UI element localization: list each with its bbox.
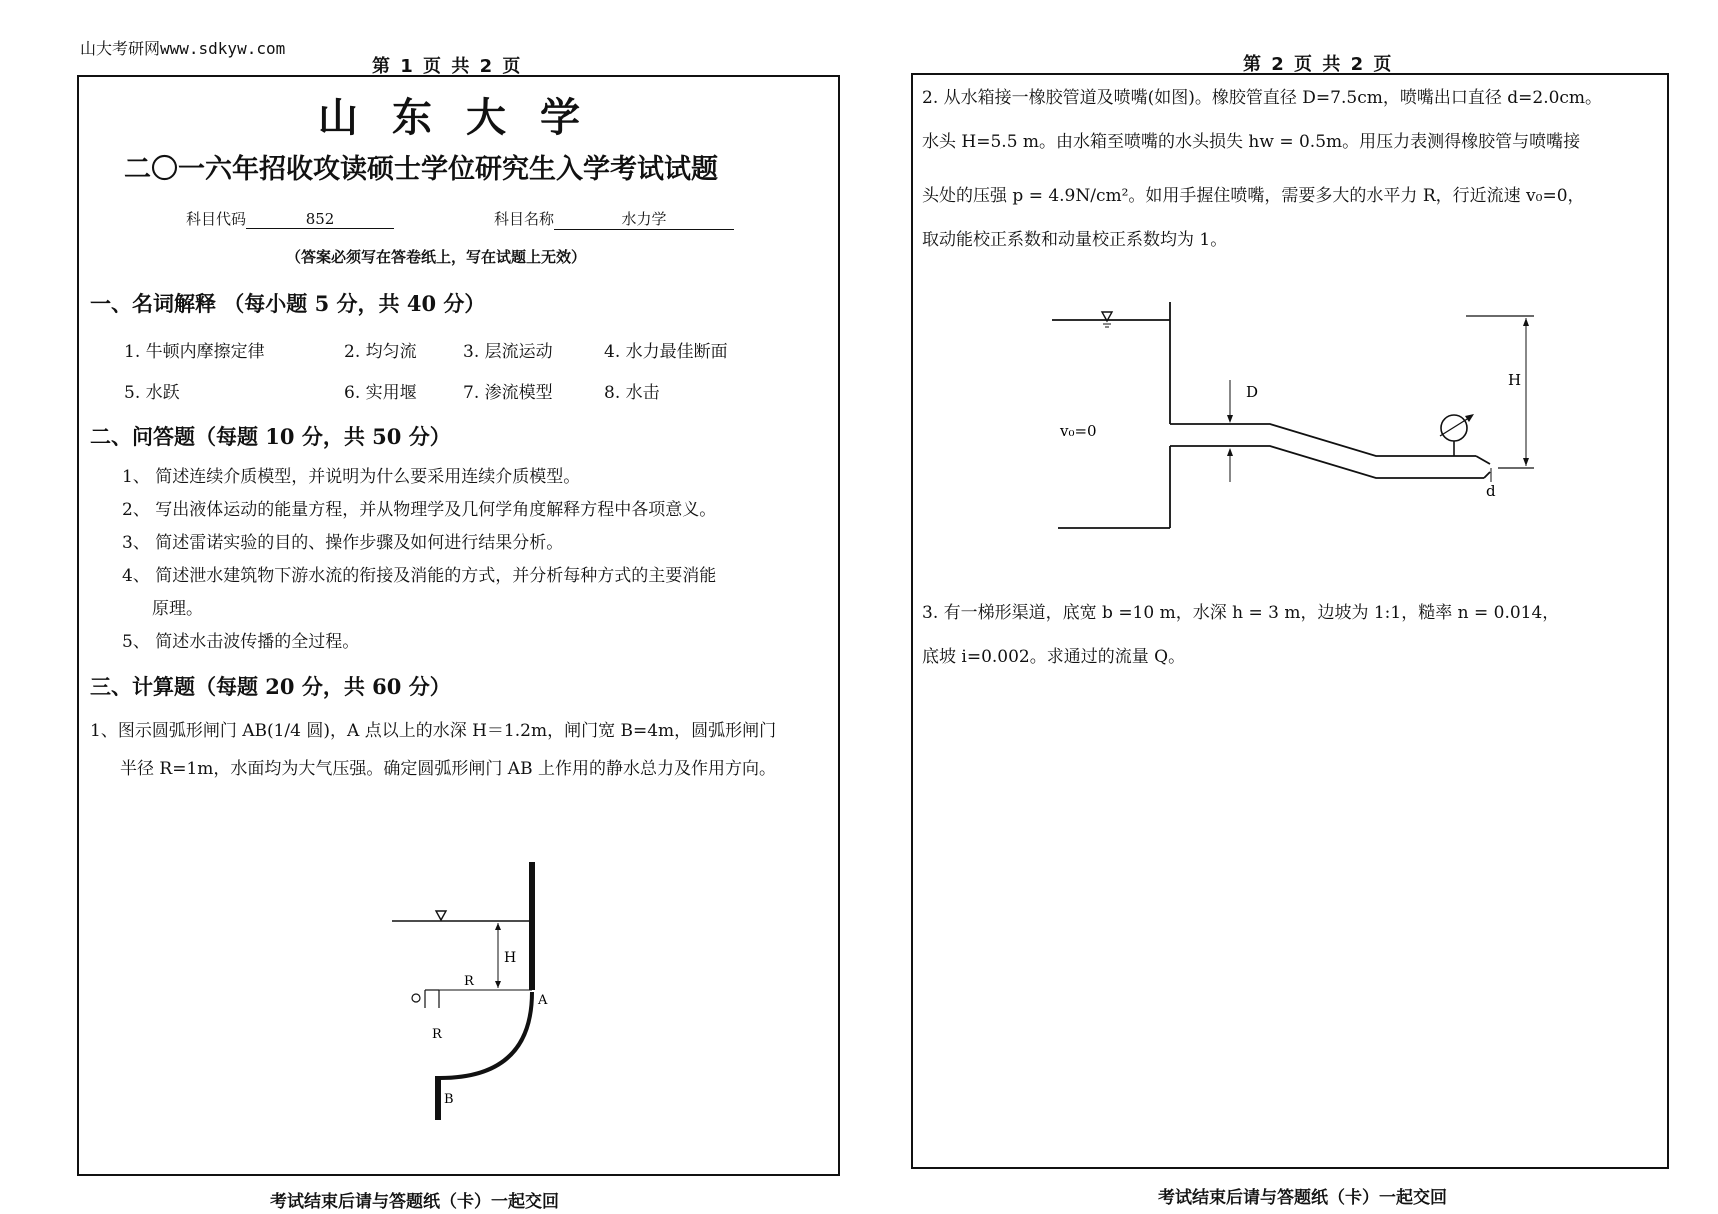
label-d: d [1486, 482, 1496, 500]
water-level-icon [436, 911, 446, 920]
page2-footer: 考试结束后请与答题纸（卡）一起交回 [1158, 1188, 1447, 1208]
label-H: H [1508, 371, 1522, 389]
term-item: 3. 层流运动 [463, 342, 553, 362]
question-item: 1、 简述连续介质模型，并说明为什么要采用连续介质模型。 [122, 467, 581, 487]
calc-question-3-line1: 3. 有一梯形渠道，底宽 b =10 m，水深 h = 3 m，边坡为 1:1，糙率 n = 0.014， [922, 603, 1560, 623]
arc-gate-figure [380, 850, 580, 1120]
question-item: 4、 简述泄水建筑物下游水流的衔接及消能的方式，并分析每种方式的主要消能 [122, 566, 717, 586]
label-B: B [444, 1092, 454, 1107]
term-item: 1. 牛顿内摩擦定律 [124, 342, 265, 362]
calc-question-2-line3: 头处的压强 p = 4.9N/cm²。如用手握住喷嘴，需要多大的水平力 R，行近流速 v₀=0， [922, 186, 1585, 206]
subject-code-row [186, 208, 394, 229]
label-R-horizontal: R [464, 974, 474, 989]
label-D: D [1246, 383, 1259, 401]
calc-question-2-line1: 2. 从水箱接一橡胶管道及喷嘴(如图)。橡胶管直径 D=7.5cm，喷嘴出口直径 d=2.0cm。 [922, 88, 1603, 108]
label-A: A [538, 993, 548, 1008]
calc-question-1-line1: 1、图示圆弧形闸门 AB(1/4 圆)，A 点以上的水深 H＝1.2m，闸门宽 B=4m，圆弧形闸门 [90, 721, 777, 741]
subject-name-value: 水力学 [554, 208, 734, 230]
watermark: 山大考研网www.sdkyw.com [80, 39, 286, 58]
label-O: O [400, 995, 410, 1008]
calc-question-1-line2: 半径 R=1m，水面均为大气压强。确定圆弧形闸门 AB 上作用的静水总力及作用方向。 [120, 759, 776, 779]
university-name: 山东大学 [318, 94, 614, 141]
page2-number: 第 2 页 共 2 页 [1243, 54, 1394, 75]
subject-name-label: 科目名称 [494, 210, 555, 228]
calc-question-2-line2: 水头 H=5.5 m。由水箱至喷嘴的水头损失 hw = 0.5m。用压力表测得橡胶管与喷嘴接 [922, 132, 1581, 152]
subject-code-value: 852 [246, 210, 394, 229]
question-item: 5、 简述水击波传播的全过程。 [122, 632, 360, 652]
page1-number: 第 1 页 共 2 页 [372, 56, 523, 77]
term-item: 4. 水力最佳断面 [604, 342, 728, 362]
tank-nozzle-figure [1050, 296, 1550, 536]
answer-notice: （答案必须写在答卷纸上，写在试题上无效） [286, 248, 587, 266]
term-item: 7. 渗流模型 [463, 383, 553, 403]
page1-footer: 考试结束后请与答题纸（卡）一起交回 [270, 1192, 559, 1212]
calc-question-3-line2: 底坡 i=0.002。求通过的流量 Q。 [922, 647, 1186, 667]
term-item: 6. 实用堰 [344, 383, 417, 403]
label-v0: v₀=0 [1060, 422, 1097, 440]
label-H: H [504, 950, 517, 966]
term-item: 5. 水跃 [124, 383, 180, 403]
exam-title: 二〇一六年招收攻读硕士学位研究生入学考试试题 [124, 154, 718, 185]
section1-title: 一、名词解释 （每小题 5 分，共 40 分） [90, 291, 486, 316]
question-item: 原理。 [152, 599, 203, 619]
calc-question-2-line4: 取动能校正系数和动量校正系数均为 1。 [922, 230, 1228, 250]
subject-name-row [494, 208, 734, 230]
section3-title: 三、计算题（每题 20 分，共 60 分） [90, 674, 451, 699]
subject-code-label: 科目代码 [186, 210, 247, 228]
section2-title: 二、问答题（每题 10 分，共 50 分） [90, 424, 451, 449]
label-R-vertical: R [432, 1027, 442, 1042]
term-item: 8. 水击 [604, 383, 660, 403]
term-item: 2. 均匀流 [344, 342, 417, 362]
question-item: 3、 简述雷诺实验的目的、操作步骤及如何进行结果分析。 [122, 533, 564, 553]
question-item: 2、 写出液体运动的能量方程，并从物理学及几何学角度解释方程中各项意义。 [122, 500, 717, 520]
